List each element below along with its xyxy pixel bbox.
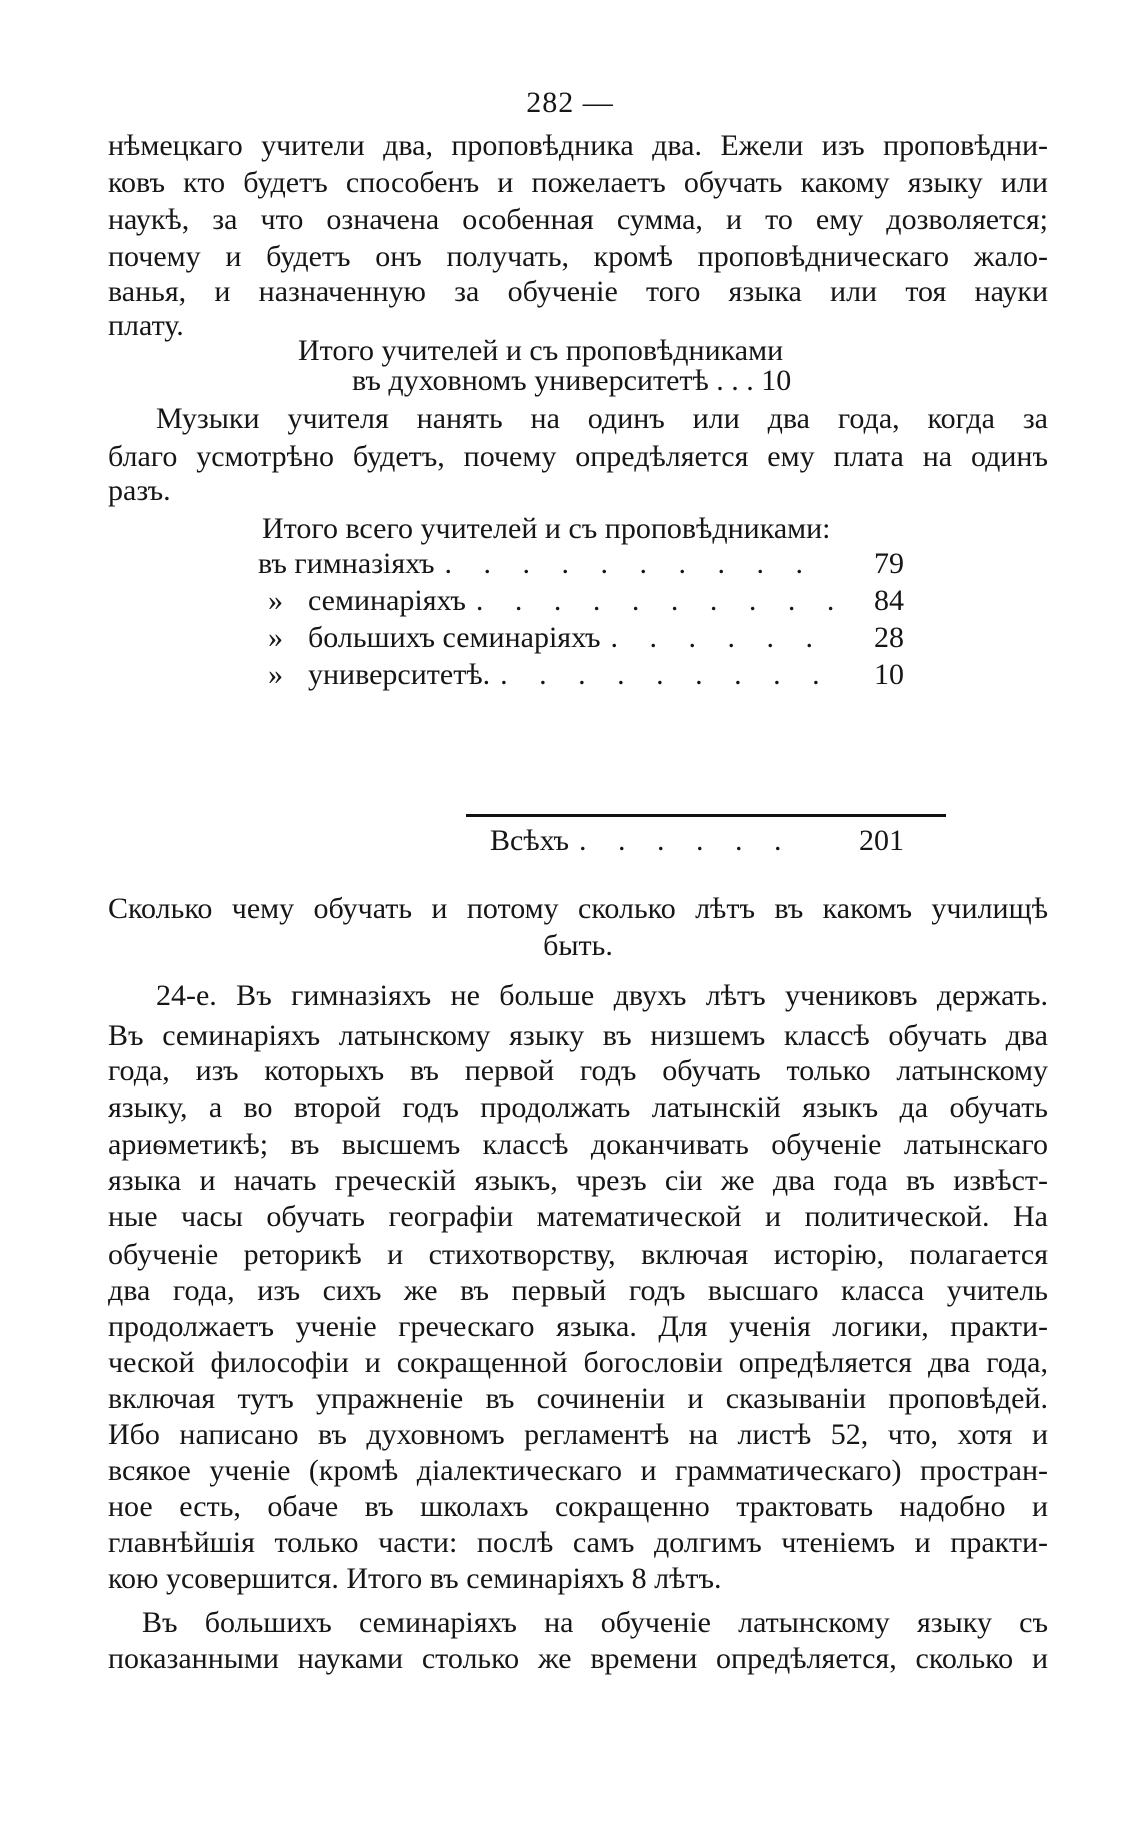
subtotal-line-1: Итого учителей и съ проповѣдниками	[298, 334, 784, 367]
page-number-header: 282 —	[526, 86, 614, 119]
text-line: года, изъ которыхъ въ первой годъ обучать только латынскому	[108, 1054, 1048, 1087]
row-label: университетѣ.	[308, 658, 491, 691]
text-line: ные часы обучать географіи математической и политической. На	[108, 1200, 1048, 1233]
summary-title: Итого всего учителей и съ проповѣдниками:	[262, 512, 831, 545]
summary-row	[268, 619, 904, 657]
text-line: Въ большихъ семинаріяхъ на обученіе латынскому языку съ	[142, 1606, 1048, 1639]
total-rule	[466, 814, 946, 817]
heading-line: Сколько чему обучать и потому сколько лѣтъ въ какомъ училищѣ	[108, 892, 1048, 925]
text-line: языку, а во второй годъ продолжать латынскій языкъ да обучать	[108, 1091, 1048, 1124]
summary-row	[268, 656, 904, 694]
row-dots: . . . . . .	[610, 621, 825, 654]
row-dots: . . . . . . . . . .	[475, 584, 847, 617]
text-line: наукѣ, за что означена особенная сумма, и то ему дозволяется;	[108, 203, 1048, 236]
text-line: включая тутъ упражненіе въ сочиненіи и сказываніи проповѣдей.	[108, 1382, 1048, 1415]
text-line: показанными науками столько же времени опредѣляется, сколько и	[108, 1642, 1048, 1675]
text-line: плату.	[108, 309, 184, 342]
row-dots: . . . . . . . . . .	[444, 547, 815, 580]
row-label: большихъ семинаріяхъ	[308, 621, 601, 654]
ditto-mark: »	[268, 658, 283, 691]
text-line: кою усовершится. Итого въ семинаріяхъ 8 лѣтъ.	[108, 1562, 722, 1595]
row-label: семинаріяхъ	[308, 584, 466, 617]
text-line: ковъ кто будетъ способенъ и пожелаетъ обучать какому языку или	[108, 166, 1048, 199]
subtotal-line-2: въ духовномъ университетѣ . . . 10	[352, 364, 792, 397]
text-line: языка и начать греческій языкъ, чрезъ сіи же два года въ извѣст-	[108, 1164, 1048, 1197]
total-label: Всѣхъ	[490, 824, 569, 857]
text-line: ное есть, обаче въ школахъ сокращенно трактовать надобно и	[108, 1490, 1048, 1523]
text-line: ариѳметикѣ; въ высшемъ классѣ доканчивать обученіе латынскаго	[108, 1128, 1048, 1161]
total-value: 201	[859, 824, 904, 857]
text-line: нѣмецкаго учители два, проповѣдника два. Ежели изъ проповѣдни-	[108, 129, 1048, 162]
row-dots: . . . . . . . . .	[500, 658, 832, 691]
row-value: 10	[874, 658, 904, 691]
text-line: ческой философіи и сокращенной богословіи опредѣляется два года,	[108, 1346, 1048, 1379]
total-dots: . . . . . .	[578, 824, 794, 857]
row-label: въ гимназіяхъ	[258, 547, 435, 580]
text-line: продолжаетъ ученіе греческаго языка. Для ученія логики, практи-	[108, 1310, 1048, 1343]
text-line: ванья, и назначенную за обученіе того языка или тоя науки	[108, 275, 1048, 308]
text-line: Въ семинаріяхъ латынскому языку въ низшемъ классѣ обучать два	[108, 1019, 1048, 1052]
text-line: Ибо написано въ духовномъ регламентѣ на листѣ 52, что, хотя и	[108, 1418, 1048, 1451]
text-line: всякое ученіе (кромѣ діалектическаго и грамматическаго) простран-	[108, 1454, 1048, 1487]
text-line: благо усмотрѣно будетъ, почему опредѣляется ему плата на одинъ	[108, 440, 1048, 473]
text-line: Музыки учителя нанять на одинъ или два года, когда за	[156, 402, 1048, 435]
text-line: два года, изъ сихъ же въ первый годъ высшаго класса учитель	[108, 1274, 1048, 1307]
ditto-mark: »	[268, 621, 283, 654]
ditto-mark: »	[268, 584, 283, 617]
row-value: 28	[874, 621, 904, 654]
text-line: главнѣйшія только части: послѣ самъ долгимъ чтеніемъ и практи-	[108, 1526, 1048, 1559]
heading-line: быть.	[543, 929, 613, 962]
row-value: 79	[874, 547, 904, 580]
text-line: 24-е. Въ гимназіяхъ не больше двухъ лѣтъ учениковъ держать.	[156, 979, 1048, 1012]
text-line: обученіе реторикѣ и стихотворству, включая исторію, полагается	[108, 1238, 1048, 1271]
text-line: разъ.	[108, 474, 171, 507]
summary-row	[258, 545, 904, 583]
summary-total-row	[490, 822, 904, 860]
summary-row	[268, 582, 904, 620]
row-value: 84	[874, 584, 904, 617]
text-line: почему и будетъ онъ получать, кромѣ проповѣдническаго жало-	[108, 240, 1048, 273]
